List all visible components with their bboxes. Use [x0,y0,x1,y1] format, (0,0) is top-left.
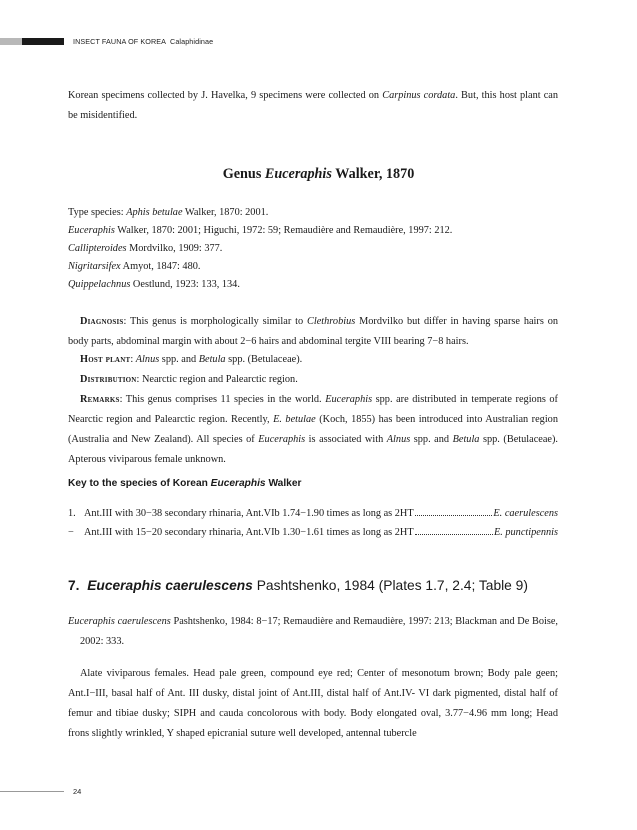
synonym-line: Callipteroides Mordvilko, 1909: 377. [68,243,223,254]
page-number: 24 [73,787,82,796]
key-row: 1. Ant.III with 30−38 secondary rhinaria, Ant.VIb 1.74−1.90 times as long as 2HT E. caerulescens [68,508,558,519]
synonym-line: Quippelachnus Oestlund, 1923: 133, 134. [68,279,240,290]
host-plant-paragraph: Host plant: Alnus spp. and Betula spp. (Betulaceae). [80,354,303,365]
distribution-label: Distribution [80,374,137,385]
remarks-label: Remarks [80,394,120,405]
description-paragraph: Alate viviparous females. Head pale green, compound eye red; Center of mesonotum brown; Body pale geen; Ant.I−III, basal half of Ant. III dusky, distal joint of Ant.III, distal half of Ant.IV- VI dark pigmented, distal half of femur and tibiae dusky; SIPH and cauda concolorous with body. Body elongated oval, 3.77−4.96 mm long; Head frons slightly wrinkled, Y shaped epicranial suture well developed, antennal tubercle [68,668,558,739]
synonym-line: Euceraphis Walker, 1870: 2001; Higuchi, 1972: 59; Remaudière and Remaudière, 1997: 212. [68,225,453,236]
species-citation: Euceraphis caerulescens Pashtshenko, 1984: 8−17; Remaudière and Remaudière, 1997: 213; Blackman and De Boise, 2002: 333. [68,616,559,647]
distribution-paragraph: Distribution: Nearctic region and Palearctic region. [80,374,298,385]
remarks-paragraph: Remarks: This genus comprises 11 species in the world. Euceraphis spp. are distributed in temperate regions of Nearctic region and Palearctic region. Recently, E. betulae (Koch, 1855) has been introduced into Australian region (Australia and New Zealand). All species of Euceraphis is associated with Alnus spp. and Betula spp. (Betulaceae). Apterous viviparous female unknown. [68,394,558,465]
diagnosis-label: Diagnosis [80,316,124,327]
header-subfamily: Calaphidinae [170,37,214,46]
host-plant-label: Host plant [80,354,131,365]
synonym-line: Type species: Aphis betulae Walker, 1870: 2001. [68,207,269,218]
key-title: Key to the species of Korean Euceraphis Walker [68,478,302,489]
species-title: 7. Euceraphis caerulescens Pashtshenko, 1984 (Plates 1.7, 2.4; Table 9) [68,578,528,593]
running-header [73,37,213,46]
footer-rule [0,791,64,792]
intro-paragraph: Korean specimens collected by J. Havelka, 9 specimens were collected on Carpinus cordata. But, this host plant can be misidentified. [68,90,559,121]
header-bar-dark [22,38,64,45]
diagnosis-paragraph: Diagnosis: This genus is morphologically similar to Clethrobius Mordvilko but differ in having sparse hairs on body parts, abdominal margin with about 2−6 hairs and abdominal tergite VIII bearing 7−8 hairs. [68,316,559,347]
synonym-line: Nigritarsifex Amyot, 1847: 480. [68,261,201,272]
header-series: INSECT FAUNA OF KOREA [73,37,167,46]
leader-dots [415,508,493,516]
leader-dots [415,527,493,535]
header-bar-light [0,38,22,45]
genus-title: Genus Euceraphis Walker, 1870 [222,166,415,182]
key-row: − Ant.III with 15−20 secondary rhinaria, Ant.VIb 1.30−1.61 times as long as 2HT E. punctipennis [68,527,558,538]
